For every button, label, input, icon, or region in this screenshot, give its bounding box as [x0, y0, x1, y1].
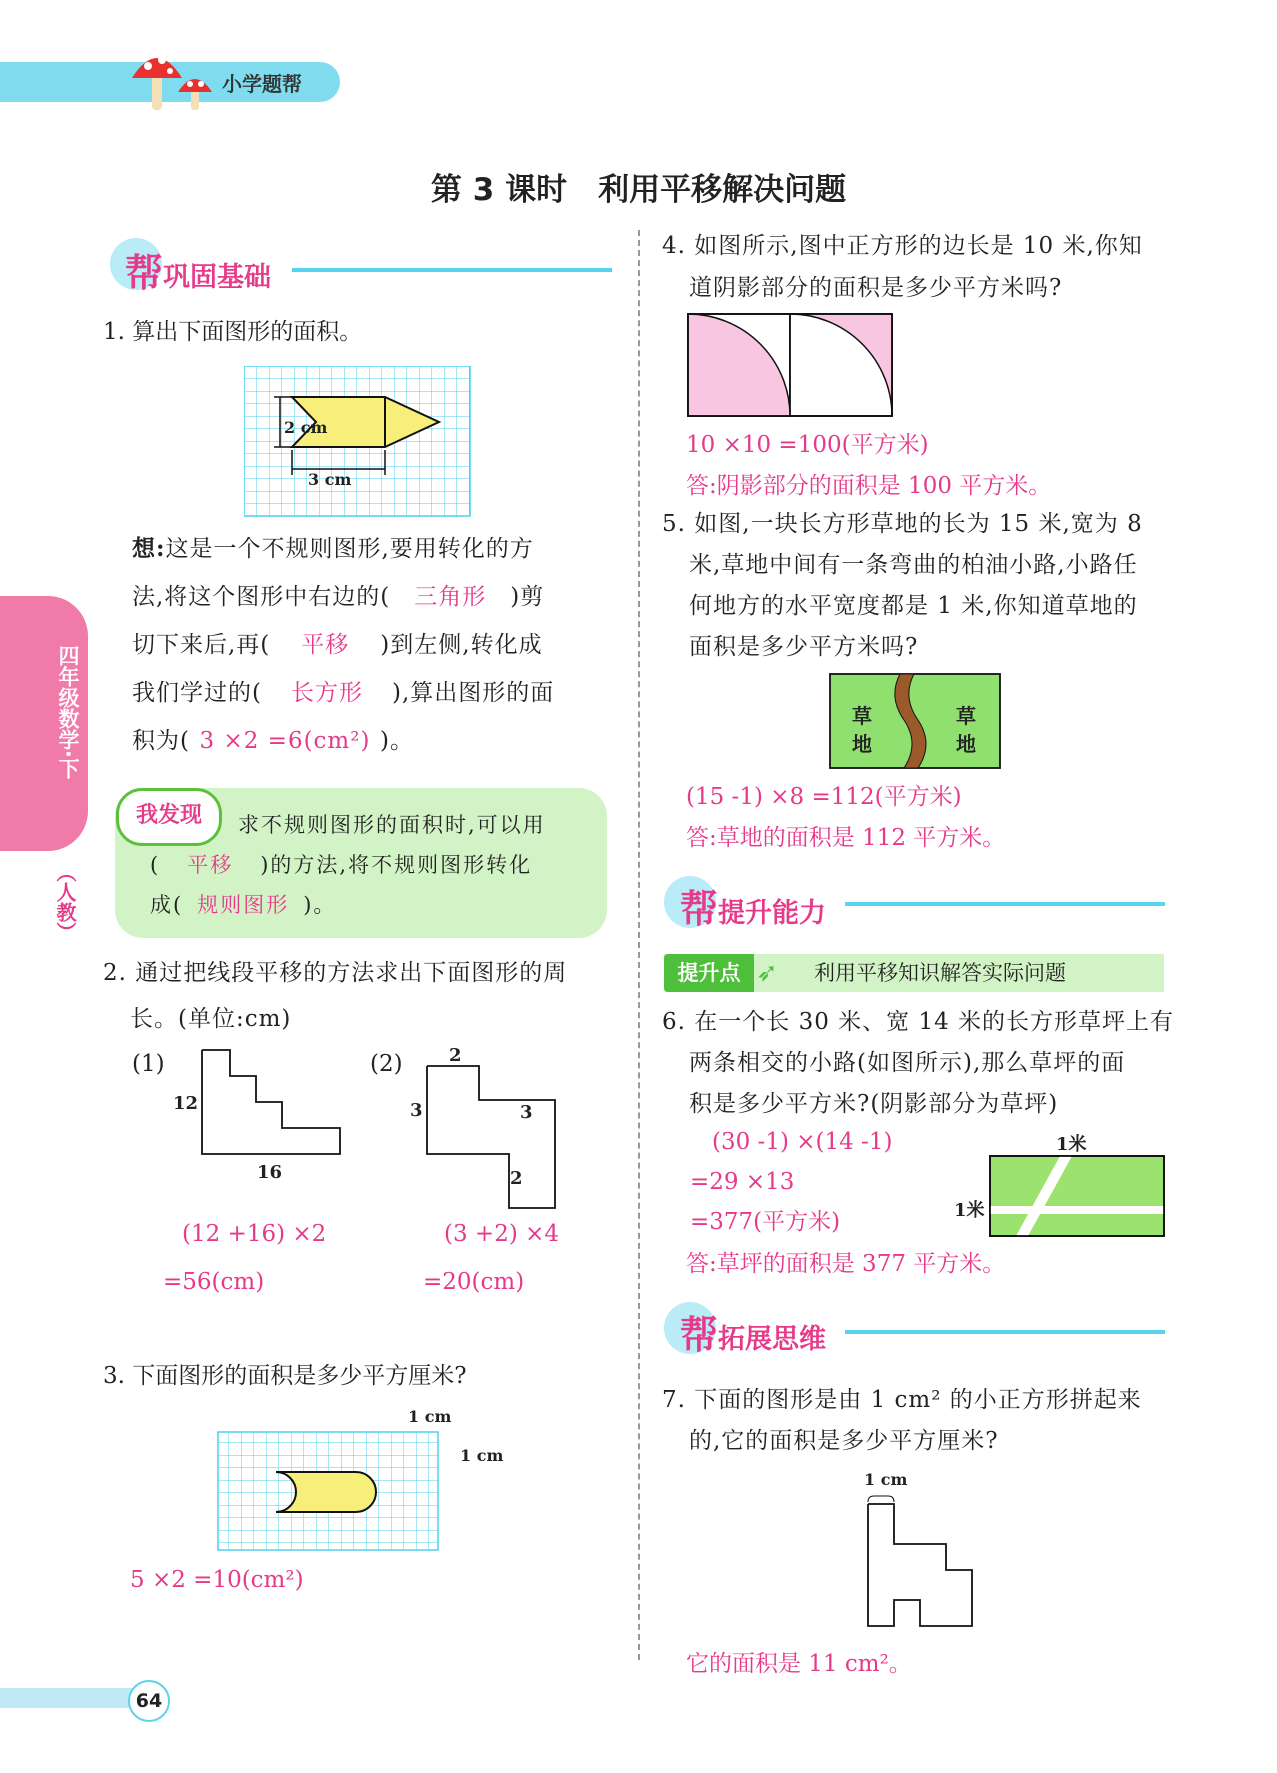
q1-think-text1: 这是一个不规则图形,要用转化的方: [165, 536, 534, 562]
q2-stem-line2: 长。(单位:cm): [130, 1006, 292, 1032]
q7-stem-line1: 7. 下面的图形是由 1 cm² 的小正方形拼起来: [662, 1387, 1142, 1413]
q7-figure: [866, 1494, 990, 1630]
q5-ans1: (15 -1) ×8 =112(平方米): [686, 784, 962, 810]
q5-grass-l1: 草: [852, 704, 872, 728]
q2-fig2-d: 2: [510, 1168, 523, 1189]
discover-blank1: 平移: [187, 853, 234, 877]
q1-label-height: 2 cm: [284, 418, 328, 437]
q6-ans1: (30 -1) ×(14 -1): [712, 1129, 893, 1155]
q7-label-top: 1 cm: [864, 1470, 908, 1489]
q5-grass-left: [852, 702, 872, 758]
discover-line1: 求不规则图形的面积时,可以用: [238, 813, 546, 837]
tip-arrow-icon: ➶: [756, 958, 778, 988]
side-tab-edition: （人教）: [53, 862, 77, 942]
q6-stem: [662, 1002, 1174, 1125]
q1-blank4: 3 ×2 =6(cm²): [199, 728, 371, 754]
q5-grass-r1: 草: [956, 704, 976, 728]
q5-stem-line3: 何地方的水平宽度都是 1 米,你知道草地的: [689, 593, 1138, 619]
q2-stem: [103, 950, 567, 1042]
discover-text3a: 成(: [150, 893, 184, 917]
q1-think-line1: [132, 525, 612, 573]
q1-blank2: 平移: [301, 632, 350, 658]
discover-line3: [150, 885, 600, 925]
q7-stem-line2: 的,它的面积是多少平方厘米?: [689, 1428, 999, 1454]
q2-fig1-b: 16: [257, 1162, 283, 1183]
q2-fig2-a: 2: [449, 1045, 462, 1066]
q1-think-text3b: )到左侧,转化成: [380, 632, 543, 658]
q1-figure: [244, 366, 474, 520]
q1-think-line2: [132, 573, 612, 621]
tip-text: 利用平移知识解答实际问题: [814, 961, 1066, 985]
q1-think-text2a: 法,将这个图形中右边的(: [132, 584, 391, 610]
q2-figure1: [200, 1048, 345, 1158]
q6-ans3: =377(平方米): [690, 1209, 841, 1235]
q3-label-top: 1 cm: [408, 1407, 452, 1426]
section-improve-text: 提升能力: [718, 898, 827, 929]
section-basic-text: 巩固基础: [163, 262, 272, 293]
q3-figure: [216, 1430, 442, 1554]
q2-fig1-label: (1): [132, 1051, 165, 1077]
q2-fig1-ans1: (12 +16) ×2: [182, 1221, 327, 1247]
section-improve-big: 帮: [680, 887, 719, 931]
discover-text: [150, 805, 600, 925]
section-basic-title: [125, 242, 271, 297]
q1-stem: 1. 算出下面图形的面积。: [103, 319, 363, 345]
q1-think-line5: [132, 717, 612, 765]
q4-stem: [662, 225, 1143, 309]
q2-fig1-a: 12: [173, 1093, 199, 1114]
discover-text3b: )。: [303, 893, 337, 917]
q2-fig2-ans1: (3 +2) ×4: [444, 1221, 560, 1247]
q1-think-line3: [132, 621, 612, 669]
section-divider-line: [292, 268, 612, 272]
q1-blank3: 长方形: [290, 680, 363, 706]
q2-fig2-label: (2): [370, 1051, 403, 1077]
q2-fig1-ans2: =56(cm): [163, 1269, 265, 1295]
q3-label-side: 1 cm: [460, 1446, 504, 1465]
q6-ans2: =29 ×13: [690, 1169, 795, 1195]
q1-think-text3a: 切下来后,再(: [132, 632, 271, 658]
q5-stem-line2: 米,草地中间有一条弯曲的柏油小路,小路任: [689, 552, 1138, 578]
q5-grass-right: [956, 702, 976, 758]
q2-fig2-b: 3: [410, 1100, 423, 1121]
q5-stem-line4: 面积是多少平方米吗?: [689, 634, 919, 660]
discover-label: 我发现: [116, 788, 222, 846]
q5-stem-line1: 5. 如图,一块长方形草地的长为 15 米,宽为 8: [662, 511, 1143, 537]
q4-ans1: 10 ×10 =100(平方米): [686, 432, 929, 458]
q1-think-text5b: )。: [379, 728, 414, 754]
q6-ans4: 答:草坪的面积是 377 平方米。: [686, 1251, 1006, 1277]
side-tab-grade: 四年级数学·下: [56, 645, 80, 779]
q1-think-text4b: ),算出图形的面: [391, 680, 555, 706]
q6-stem-line2: 两条相交的小路(如图所示),那么草坪的面: [689, 1050, 1126, 1076]
q6-label-side: 1米: [954, 1200, 985, 1221]
q2-fig2-c: 3: [520, 1102, 533, 1123]
section-expand-text: 拓展思维: [718, 1324, 827, 1355]
section-expand-title: [680, 1304, 826, 1359]
q7-stem: [662, 1380, 1142, 1462]
q2-figure2: [425, 1064, 560, 1214]
brand-name: 小学题帮: [222, 72, 302, 96]
discover-blank2: 规则图形: [197, 893, 290, 917]
q6-label-top: 1米: [1056, 1134, 1087, 1155]
q5-stem: [662, 504, 1143, 668]
q1-think-label: 想:: [132, 535, 166, 562]
q1-think-line4: [132, 669, 612, 717]
q2-fig2-ans2: =20(cm): [423, 1269, 525, 1295]
section-expand-big: 帮: [680, 1313, 719, 1357]
q1-label-width: 3 cm: [308, 470, 352, 489]
q4-ans2: 答:阴影部分的面积是 100 平方米。: [686, 473, 1052, 499]
q1-think-text5a: 积为(: [132, 728, 190, 754]
q6-stem-line3: 积是多少平方米?(阴影部分为草坪): [689, 1091, 1059, 1117]
q1-think-text2b: )剪: [510, 584, 545, 610]
column-divider: [638, 230, 640, 1660]
section-improve-title: [680, 878, 826, 933]
q1-think-text4a: 我们学过的(: [132, 680, 262, 706]
q4-stem-line1: 4. 如图所示,图中正方形的边长是 10 米,你知: [662, 233, 1143, 259]
q6-figure: [988, 1154, 1168, 1240]
q5-ans2: 答:草地的面积是 112 平方米。: [686, 825, 1006, 851]
mushroom-logo-icon: [128, 44, 218, 114]
q4-figure: [686, 312, 898, 420]
q1-think: [132, 525, 612, 765]
q7-answer: 它的面积是 11 cm²。: [686, 1651, 912, 1677]
section-basic-big: 帮: [125, 251, 164, 295]
q3-answer: 5 ×2 =10(cm²): [130, 1567, 304, 1593]
section-divider-line: [845, 1330, 1165, 1334]
discover-text2b: )的方法,将不规则图形转化: [260, 853, 533, 877]
page-number: 64: [128, 1680, 170, 1722]
page-title: 第 3 课时 利用平移解决问题: [430, 172, 847, 208]
q4-stem-line2: 道阴影部分的面积是多少平方米吗?: [689, 275, 1063, 301]
discover-line2: [150, 845, 600, 885]
q6-stem-line1: 6. 在一个长 30 米、宽 14 米的长方形草坪上有: [662, 1009, 1175, 1035]
q5-grass-l2: 地: [852, 732, 872, 756]
discover-text2a: (: [150, 853, 161, 877]
q3-stem: 3. 下面图形的面积是多少平方厘米?: [103, 1363, 467, 1389]
section-divider-line: [845, 902, 1165, 906]
q5-grass-r2: 地: [956, 732, 976, 756]
q2-stem-line1: 2. 通过把线段平移的方法求出下面图形的周: [103, 960, 568, 986]
tip-label: 提升点: [664, 954, 754, 992]
q1-blank1: 三角形: [414, 584, 487, 610]
